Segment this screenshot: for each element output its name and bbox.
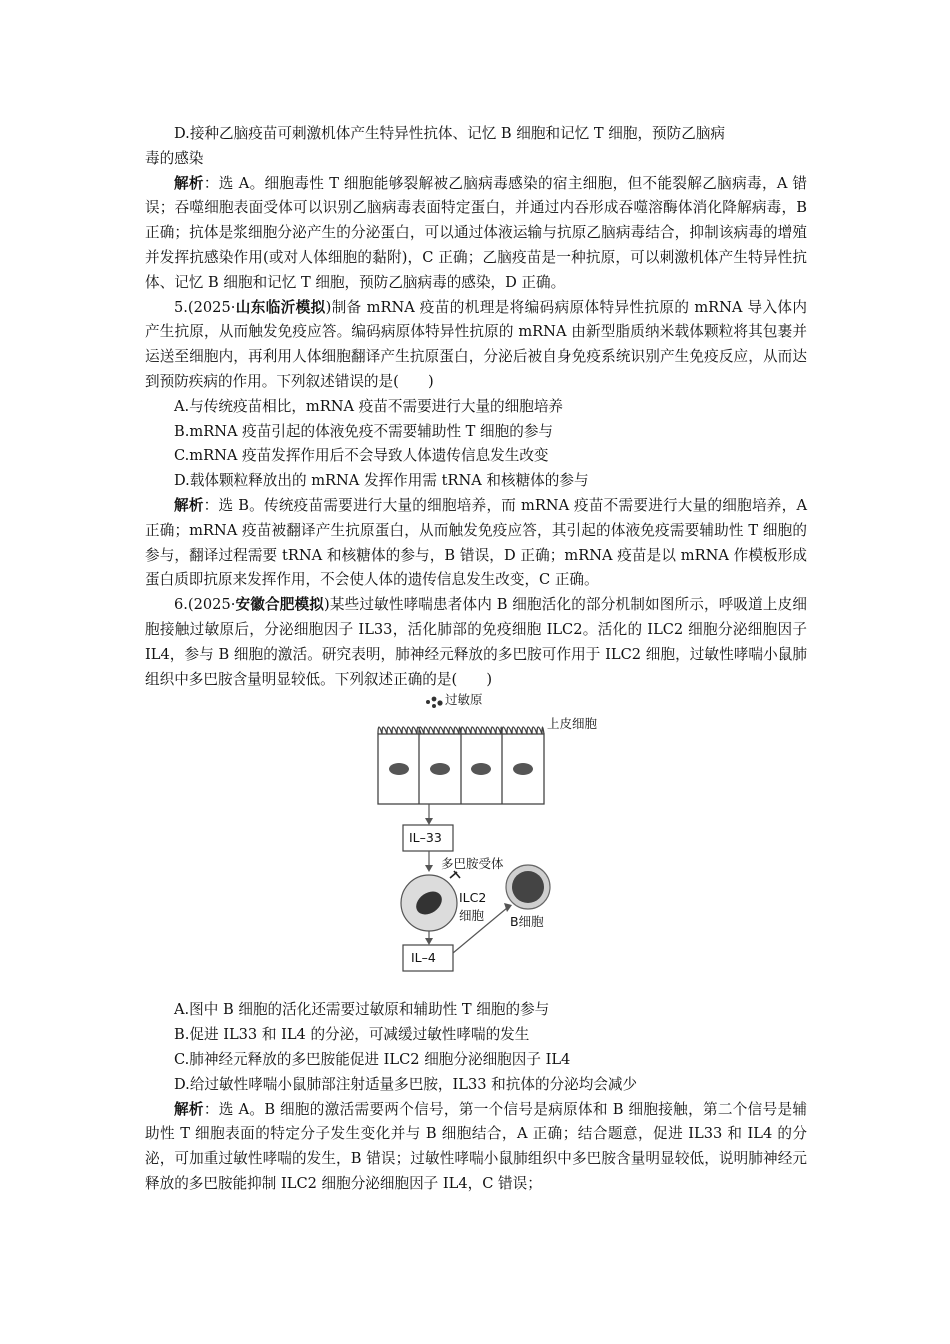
label-dopamine-receptor: 多巴胺受体	[441, 856, 504, 872]
q5-option-c: C.mRNA 疫苗发挥作用后不会导致人体遗传信息发生改变	[174, 447, 549, 465]
label-il4: IL–4	[411, 950, 436, 966]
analysis-label: 解析	[174, 1100, 204, 1118]
label-ilc2-2: 细胞	[459, 908, 485, 924]
label-allergen: 过敏原	[445, 692, 483, 708]
analysis-label: 解析	[174, 496, 204, 514]
q6-option-c: C.肺神经元释放的多巴胺能促进 ILC2 细胞分泌细胞因子 IL4	[174, 1050, 571, 1068]
diagram-drawing	[145, 694, 807, 994]
document-page	[145, 122, 807, 1197]
q6-analysis: 解析：选 A。B 细胞的激活需要两个信号，第一个信号是病原体和 B 细胞接触，第二个信号是辅助性 T 细胞表面的特定分子发生变化并与 B 细胞结合，A 正确；结合题意，促进 IL33 和 IL4 的分泌，可加重过敏性哮喘的发生，B 错误；过敏性哮喘小鼠肺组织中多巴胺含量明显较低，说明肺神经元释放的多巴胺能抑制 ILC2 细胞分泌细胞因子 IL4，C 错误；	[145, 1100, 807, 1192]
q5-stem: 5.(2025·山东临沂模拟)制备 mRNA 疫苗的机理是将编码病原体特异性抗原的 mRNA 导入体内产生抗原，从而触发免疫应答。编码病原体特异性抗原的 mRNA 由新型脂质纳米载体颗粒将其包裹并运送至细胞内，再利用人体细胞翻译产生抗原蛋白，分泌后被自身免疫系统识别产生免疫反应，从而达到预防疾病的作用。下列叙述错误的是( )	[145, 298, 807, 390]
q4-option-d: D.接种乙脑疫苗可刺激机体产生特异性抗体、记忆 B 细胞和记忆 T 细胞，预防乙脑病 毒的感染	[145, 125, 726, 167]
q5-option-b: B.mRNA 疫苗引起的体液免疫不需要辅助性 T 细胞的参与	[174, 422, 554, 440]
label-ilc2-1: ILC2	[459, 890, 487, 906]
q5-analysis: 解析：选 B。传统疫苗需要进行大量的细胞培养，而 mRNA 疫苗不需要进行大量的细胞培养，A 正确；mRNA 疫苗被翻译产生抗原蛋白，从而触发免疫应答，其引起的体液免疫需要辅助性 T 细胞的参与，翻译过程需要 tRNA 和核糖体的参与，B 错误，D 正确；mRNA 疫苗是以 mRNA 作模板形成蛋白质即抗原来发挥作用，不会使人体的遗传信息发生改变，C 正确。	[145, 496, 807, 589]
q6-stem: 6.(2025·安徽合肥模拟)某些过敏性哮喘患者体内 B 细胞活化的部分机制如图所示，呼吸道上皮细胞接触过敏原后，分泌细胞因子 IL33，活化肺部的免疫细胞 ILC2。活化的 ILC2 细胞分泌细胞因子 IL4，参与 B 细胞的激活。研究表明，肺神经元释放的多巴胺可作用于 ILC2 细胞，过敏性哮喘小鼠肺组织中多巴胺含量明显较低。下列叙述正确的是( )	[145, 596, 807, 688]
source-tag: 安徽合肥模拟	[235, 596, 325, 614]
analysis-label: 解析	[174, 174, 204, 192]
allergen-dots	[426, 697, 443, 708]
q6-option-d: D.给过敏性哮喘小鼠肺部注射适量多巴胺，IL33 和抗体的分泌均会减少	[174, 1075, 638, 1093]
mechanism-diagram	[145, 694, 807, 994]
q6-option-b: B.促进 IL33 和 IL4 的分泌，可减缓过敏性哮喘的发生	[174, 1026, 530, 1044]
q6-option-a: A.图中 B 细胞的活化还需要过敏原和辅助性 T 细胞的参与	[174, 1001, 550, 1019]
q4-analysis: 解析：选 A。细胞毒性 T 细胞能够裂解被乙脑病毒感染的宿主细胞，但不能裂解乙脑病毒，A 错误；吞噬细胞表面受体可以识别乙脑病毒表面特定蛋白，并通过内吞形成吞噬溶酶体消化降解病毒，B 正确；抗体是浆细胞分泌产生的分泌蛋白，可以通过体液运输与抗原乙脑病毒结合，抑制该病毒的增殖并发挥抗感染作用(或对人体细胞的黏附)，C 正确；乙脑疫苗是一种抗原，可以刺激机体产生特异性抗体、记忆 B 细胞和记忆 T 细胞，预防乙脑病毒的感染，D 正确。	[145, 174, 807, 291]
label-bcell: B细胞	[510, 914, 544, 930]
label-epithelium: 上皮细胞	[547, 716, 598, 732]
source-tag: 山东临沂模拟	[235, 298, 326, 316]
q5-option-a: A.与传统疫苗相比，mRNA 疫苗不需要进行大量的细胞培养	[174, 397, 564, 415]
q5-option-d: D.载体颗粒释放出的 mRNA 发挥作用需 tRNA 和核糖体的参与	[174, 472, 589, 490]
label-il33: IL–33	[409, 830, 442, 846]
